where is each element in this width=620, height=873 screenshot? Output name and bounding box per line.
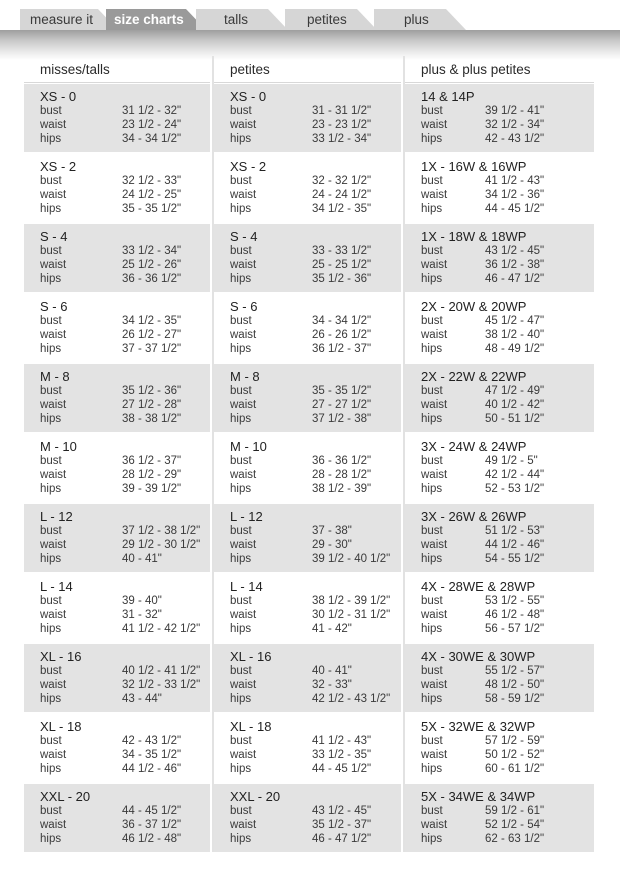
waist-label: waist xyxy=(40,819,67,831)
waist-value: 24 - 24 1/2" xyxy=(312,189,372,201)
waist-label: waist xyxy=(40,749,67,761)
bust-value: 37 1/2 - 38 1/2" xyxy=(122,525,201,537)
waist-value: 48 1/2 - 50" xyxy=(485,679,545,691)
size-label: L - 12 xyxy=(40,509,73,524)
size-row xyxy=(405,364,594,432)
hips-value: 39 1/2 - 40 1/2" xyxy=(312,553,391,565)
bust-value: 39 1/2 - 41" xyxy=(485,105,545,117)
bust-value: 39 - 40" xyxy=(122,595,162,607)
bust-label: bust xyxy=(230,385,252,397)
hips-value: 42 1/2 - 43 1/2" xyxy=(312,693,391,705)
size-row xyxy=(24,84,210,152)
size-row xyxy=(24,294,210,362)
size-label: XL - 16 xyxy=(230,649,272,664)
column-header: plus & plus petites xyxy=(421,62,531,77)
size-label: XL - 16 xyxy=(40,649,82,664)
bust-value: 31 - 31 1/2" xyxy=(312,105,372,117)
tab-bar xyxy=(0,0,620,30)
size-column xyxy=(24,56,210,853)
waist-label: waist xyxy=(230,399,257,411)
bust-value: 36 1/2 - 37" xyxy=(122,455,182,467)
waist-label: waist xyxy=(421,609,448,621)
bust-value: 35 - 35 1/2" xyxy=(312,385,372,397)
bust-value: 55 1/2 - 57" xyxy=(485,665,545,677)
hips-label: hips xyxy=(421,273,443,285)
header-underline xyxy=(405,82,594,83)
hips-value: 37 1/2 - 38" xyxy=(312,413,372,425)
size-label: L - 12 xyxy=(230,509,263,524)
waist-label: waist xyxy=(40,329,67,341)
bust-label: bust xyxy=(230,245,252,257)
hips-label: hips xyxy=(40,833,62,845)
bust-value: 35 1/2 - 36" xyxy=(122,385,182,397)
bust-label: bust xyxy=(421,385,443,397)
bust-value: 53 1/2 - 55" xyxy=(485,595,545,607)
size-row xyxy=(214,224,401,292)
hips-value: 46 - 47 1/2" xyxy=(485,273,545,285)
tab-label: petites xyxy=(307,12,347,27)
bust-value: 37 - 38" xyxy=(312,525,352,537)
bust-label: bust xyxy=(421,595,443,607)
size-row xyxy=(24,714,210,782)
waist-value: 32 1/2 - 34" xyxy=(485,119,545,131)
waist-value: 36 - 37 1/2" xyxy=(122,819,182,831)
waist-label: waist xyxy=(421,539,448,551)
waist-value: 40 1/2 - 42" xyxy=(485,399,545,411)
size-label: 5X - 34WE & 34WP xyxy=(421,789,536,804)
hips-label: hips xyxy=(421,833,443,845)
waist-label: waist xyxy=(40,679,67,691)
bust-value: 47 1/2 - 49" xyxy=(485,385,545,397)
size-row xyxy=(214,574,401,642)
hips-value: 35 1/2 - 36" xyxy=(312,273,372,285)
waist-label: waist xyxy=(230,119,257,131)
waist-value: 35 1/2 - 37" xyxy=(312,819,372,831)
waist-label: waist xyxy=(421,679,448,691)
waist-value: 29 1/2 - 30 1/2" xyxy=(122,539,201,551)
size-label: XL - 18 xyxy=(40,719,82,734)
size-row xyxy=(405,784,594,852)
bust-label: bust xyxy=(230,105,252,117)
hips-value: 35 - 35 1/2" xyxy=(122,203,182,215)
hips-label: hips xyxy=(230,413,252,425)
hips-value: 52 - 53 1/2" xyxy=(485,483,545,495)
waist-value: 32 1/2 - 33 1/2" xyxy=(122,679,201,691)
waist-label: waist xyxy=(421,749,448,761)
header-underline xyxy=(214,82,401,83)
waist-label: waist xyxy=(230,539,257,551)
hips-label: hips xyxy=(230,343,252,355)
waist-value: 23 - 23 1/2" xyxy=(312,119,372,131)
hips-value: 41 1/2 - 42 1/2" xyxy=(122,623,201,635)
hips-label: hips xyxy=(421,343,443,355)
size-label: S - 4 xyxy=(230,229,258,244)
hips-value: 43 - 44" xyxy=(122,693,162,705)
size-label: S - 6 xyxy=(230,299,258,314)
tab-label: measure it xyxy=(30,12,94,27)
size-row xyxy=(405,154,594,222)
size-label: XL - 18 xyxy=(230,719,272,734)
hips-label: hips xyxy=(40,343,62,355)
size-label: 5X - 32WE & 32WP xyxy=(421,719,536,734)
waist-value: 30 1/2 - 31 1/2" xyxy=(312,609,391,621)
bust-value: 45 1/2 - 47" xyxy=(485,315,545,327)
bust-label: bust xyxy=(230,665,252,677)
size-label: XS - 2 xyxy=(230,159,267,174)
size-label: 4X - 30WE & 30WP xyxy=(421,649,536,664)
hips-value: 62 - 63 1/2" xyxy=(485,833,545,845)
waist-value: 52 1/2 - 54" xyxy=(485,819,545,831)
waist-value: 23 1/2 - 24" xyxy=(122,119,182,131)
hips-label: hips xyxy=(40,413,62,425)
tab-label: size charts xyxy=(114,12,184,27)
waist-label: waist xyxy=(40,119,67,131)
waist-label: waist xyxy=(230,189,257,201)
column-header: misses/talls xyxy=(40,62,110,77)
waist-value: 34 - 35 1/2" xyxy=(122,749,182,761)
waist-label: waist xyxy=(421,119,448,131)
hips-value: 54 - 55 1/2" xyxy=(485,553,545,565)
hips-label: hips xyxy=(421,483,443,495)
size-label: XS - 0 xyxy=(40,89,77,104)
size-label: XXL - 20 xyxy=(40,789,91,804)
bust-label: bust xyxy=(230,595,252,607)
hips-label: hips xyxy=(40,693,62,705)
waist-label: waist xyxy=(421,469,448,481)
hips-label: hips xyxy=(230,623,252,635)
size-row xyxy=(405,294,594,362)
bust-value: 42 - 43 1/2" xyxy=(122,735,182,747)
hips-value: 60 - 61 1/2" xyxy=(485,763,545,775)
size-row xyxy=(214,434,401,502)
waist-label: waist xyxy=(421,329,448,341)
bust-label: bust xyxy=(40,735,62,747)
bust-label: bust xyxy=(40,385,62,397)
size-row xyxy=(405,714,594,782)
waist-label: waist xyxy=(230,469,257,481)
bust-label: bust xyxy=(230,525,252,537)
size-row xyxy=(405,574,594,642)
bust-value: 41 1/2 - 43" xyxy=(485,175,545,187)
bust-value: 38 1/2 - 39 1/2" xyxy=(312,595,391,607)
bust-value: 40 1/2 - 41 1/2" xyxy=(122,665,201,677)
bust-value: 32 1/2 - 33" xyxy=(122,175,182,187)
bust-label: bust xyxy=(421,175,443,187)
size-label: S - 6 xyxy=(40,299,68,314)
size-row xyxy=(214,714,401,782)
waist-value: 25 - 25 1/2" xyxy=(312,259,372,271)
waist-value: 50 1/2 - 52" xyxy=(485,749,545,761)
size-column xyxy=(405,56,594,853)
bust-value: 40 - 41" xyxy=(312,665,352,677)
hips-label: hips xyxy=(40,273,62,285)
waist-label: waist xyxy=(421,189,448,201)
waist-value: 27 - 27 1/2" xyxy=(312,399,372,411)
size-row xyxy=(405,434,594,502)
tab-label: talls xyxy=(224,12,249,27)
waist-label: waist xyxy=(421,819,448,831)
waist-label: waist xyxy=(40,259,67,271)
waist-label: waist xyxy=(230,609,257,621)
hips-value: 36 - 36 1/2" xyxy=(122,273,182,285)
waist-value: 33 1/2 - 35" xyxy=(312,749,372,761)
size-row xyxy=(24,644,210,712)
waist-value: 36 1/2 - 38" xyxy=(485,259,545,271)
bust-value: 51 1/2 - 53" xyxy=(485,525,545,537)
bust-label: bust xyxy=(421,455,443,467)
hips-label: hips xyxy=(40,203,62,215)
hips-label: hips xyxy=(40,483,62,495)
waist-value: 42 1/2 - 44" xyxy=(485,469,545,481)
waist-value: 38 1/2 - 40" xyxy=(485,329,545,341)
size-row xyxy=(405,84,594,152)
waist-value: 25 1/2 - 26" xyxy=(122,259,182,271)
hips-label: hips xyxy=(421,133,443,145)
bust-value: 36 - 36 1/2" xyxy=(312,455,372,467)
size-column xyxy=(214,56,401,853)
header-underline xyxy=(24,82,210,83)
bust-value: 43 1/2 - 45" xyxy=(485,245,545,257)
hips-label: hips xyxy=(421,553,443,565)
hips-label: hips xyxy=(421,693,443,705)
bust-label: bust xyxy=(40,525,62,537)
hips-label: hips xyxy=(230,483,252,495)
hips-label: hips xyxy=(230,763,252,775)
size-label: S - 4 xyxy=(40,229,68,244)
tab-measure-it[interactable] xyxy=(20,9,98,30)
waist-value: 31 - 32" xyxy=(122,609,162,621)
size-row xyxy=(214,84,401,152)
size-row xyxy=(214,154,401,222)
hips-value: 39 - 39 1/2" xyxy=(122,483,182,495)
tab-petites[interactable] xyxy=(285,9,357,30)
size-row xyxy=(214,644,401,712)
size-label: M - 8 xyxy=(40,369,70,384)
size-label: 3X - 24W & 24WP xyxy=(421,439,527,454)
bust-label: bust xyxy=(40,105,62,117)
hips-value: 37 - 37 1/2" xyxy=(122,343,182,355)
waist-value: 32 - 33" xyxy=(312,679,352,691)
tab-label: plus xyxy=(404,12,429,27)
hips-value: 46 1/2 - 48" xyxy=(122,833,182,845)
waist-value: 27 1/2 - 28" xyxy=(122,399,182,411)
hips-value: 40 - 41" xyxy=(122,553,162,565)
bust-label: bust xyxy=(421,525,443,537)
hips-value: 36 1/2 - 37" xyxy=(312,343,372,355)
size-label: XS - 0 xyxy=(230,89,267,104)
bust-label: bust xyxy=(40,665,62,677)
size-row xyxy=(214,364,401,432)
bust-value: 34 - 34 1/2" xyxy=(312,315,372,327)
hips-value: 41 - 42" xyxy=(312,623,352,635)
hips-value: 34 1/2 - 35" xyxy=(312,203,372,215)
column-header: petites xyxy=(230,62,270,77)
size-label: M - 8 xyxy=(230,369,260,384)
bust-label: bust xyxy=(230,175,252,187)
waist-label: waist xyxy=(230,819,257,831)
hips-label: hips xyxy=(40,623,62,635)
hips-label: hips xyxy=(421,763,443,775)
bust-label: bust xyxy=(40,455,62,467)
hips-value: 48 - 49 1/2" xyxy=(485,343,545,355)
size-row xyxy=(24,154,210,222)
size-label: M - 10 xyxy=(230,439,267,454)
bust-value: 59 1/2 - 61" xyxy=(485,805,545,817)
bust-label: bust xyxy=(40,595,62,607)
waist-label: waist xyxy=(40,609,67,621)
waist-label: waist xyxy=(230,329,257,341)
bust-label: bust xyxy=(230,805,252,817)
tab-plus[interactable] xyxy=(374,9,446,30)
bust-label: bust xyxy=(421,665,443,677)
hips-value: 34 - 34 1/2" xyxy=(122,133,182,145)
waist-value: 34 1/2 - 36" xyxy=(485,189,545,201)
waist-label: waist xyxy=(421,399,448,411)
tab-size-charts[interactable] xyxy=(106,9,186,30)
bust-label: bust xyxy=(421,245,443,257)
bust-label: bust xyxy=(40,245,62,257)
bust-label: bust xyxy=(421,105,443,117)
bust-value: 33 1/2 - 34" xyxy=(122,245,182,257)
hips-label: hips xyxy=(230,273,252,285)
waist-value: 44 1/2 - 46" xyxy=(485,539,545,551)
bust-value: 43 1/2 - 45" xyxy=(312,805,372,817)
bust-label: bust xyxy=(40,805,62,817)
hips-label: hips xyxy=(421,413,443,425)
waist-value: 24 1/2 - 25" xyxy=(122,189,182,201)
hips-value: 44 - 45 1/2" xyxy=(312,763,372,775)
waist-value: 28 1/2 - 29" xyxy=(122,469,182,481)
hips-value: 44 - 45 1/2" xyxy=(485,203,545,215)
hips-value: 33 1/2 - 34" xyxy=(312,133,372,145)
hips-label: hips xyxy=(230,693,252,705)
size-row xyxy=(24,434,210,502)
bust-label: bust xyxy=(230,315,252,327)
hips-value: 50 - 51 1/2" xyxy=(485,413,545,425)
hips-value: 44 1/2 - 46" xyxy=(122,763,182,775)
size-label: L - 14 xyxy=(230,579,263,594)
bust-label: bust xyxy=(230,455,252,467)
hips-label: hips xyxy=(421,623,443,635)
bust-label: bust xyxy=(421,805,443,817)
waist-label: waist xyxy=(40,189,67,201)
size-row xyxy=(405,644,594,712)
size-label: XXL - 20 xyxy=(230,789,281,804)
waist-value: 26 1/2 - 27" xyxy=(122,329,182,341)
size-label: 14 & 14P xyxy=(421,89,475,104)
bust-label: bust xyxy=(421,735,443,747)
size-label: 2X - 20W & 20WP xyxy=(421,299,527,314)
size-row xyxy=(24,784,210,852)
size-row xyxy=(405,504,594,572)
hips-label: hips xyxy=(40,553,62,565)
size-label: L - 14 xyxy=(40,579,73,594)
hips-value: 38 - 38 1/2" xyxy=(122,413,182,425)
size-row xyxy=(24,504,210,572)
waist-label: waist xyxy=(230,749,257,761)
bust-value: 33 - 33 1/2" xyxy=(312,245,372,257)
bust-label: bust xyxy=(40,175,62,187)
hips-label: hips xyxy=(230,133,252,145)
size-row xyxy=(214,784,401,852)
waist-label: waist xyxy=(230,259,257,271)
size-row xyxy=(24,224,210,292)
hips-value: 46 - 47 1/2" xyxy=(312,833,372,845)
bust-value: 49 1/2 - 5" xyxy=(485,455,538,467)
hips-value: 38 1/2 - 39" xyxy=(312,483,372,495)
waist-label: waist xyxy=(40,399,67,411)
waist-value: 46 1/2 - 48" xyxy=(485,609,545,621)
bust-value: 41 1/2 - 43" xyxy=(312,735,372,747)
size-row xyxy=(24,574,210,642)
hips-label: hips xyxy=(40,763,62,775)
waist-label: waist xyxy=(421,259,448,271)
waist-label: waist xyxy=(40,469,67,481)
bust-value: 44 - 45 1/2" xyxy=(122,805,182,817)
size-label: XS - 2 xyxy=(40,159,77,174)
size-row xyxy=(24,364,210,432)
bust-value: 57 1/2 - 59" xyxy=(485,735,545,747)
hips-value: 56 - 57 1/2" xyxy=(485,623,545,635)
waist-value: 26 - 26 1/2" xyxy=(312,329,372,341)
hips-value: 42 - 43 1/2" xyxy=(485,133,545,145)
size-row xyxy=(214,504,401,572)
bust-value: 34 1/2 - 35" xyxy=(122,315,182,327)
bust-label: bust xyxy=(40,315,62,327)
size-label: 1X - 18W & 18WP xyxy=(421,229,527,244)
waist-value: 28 - 28 1/2" xyxy=(312,469,372,481)
bust-label: bust xyxy=(230,735,252,747)
tab-talls[interactable] xyxy=(196,9,268,30)
bust-value: 31 1/2 - 32" xyxy=(122,105,182,117)
size-label: 4X - 28WE & 28WP xyxy=(421,579,536,594)
size-row xyxy=(214,294,401,362)
size-label: 3X - 26W & 26WP xyxy=(421,509,527,524)
hips-label: hips xyxy=(40,133,62,145)
size-label: 1X - 16W & 16WP xyxy=(421,159,527,174)
hips-value: 58 - 59 1/2" xyxy=(485,693,545,705)
hips-label: hips xyxy=(421,203,443,215)
bust-value: 32 - 32 1/2" xyxy=(312,175,372,187)
waist-label: waist xyxy=(40,539,67,551)
waist-label: waist xyxy=(230,679,257,691)
size-label: 2X - 22W & 22WP xyxy=(421,369,527,384)
bust-label: bust xyxy=(421,315,443,327)
size-row xyxy=(405,224,594,292)
size-label: M - 10 xyxy=(40,439,77,454)
hips-label: hips xyxy=(230,553,252,565)
hips-label: hips xyxy=(230,833,252,845)
hips-label: hips xyxy=(230,203,252,215)
waist-value: 29 - 30" xyxy=(312,539,352,551)
